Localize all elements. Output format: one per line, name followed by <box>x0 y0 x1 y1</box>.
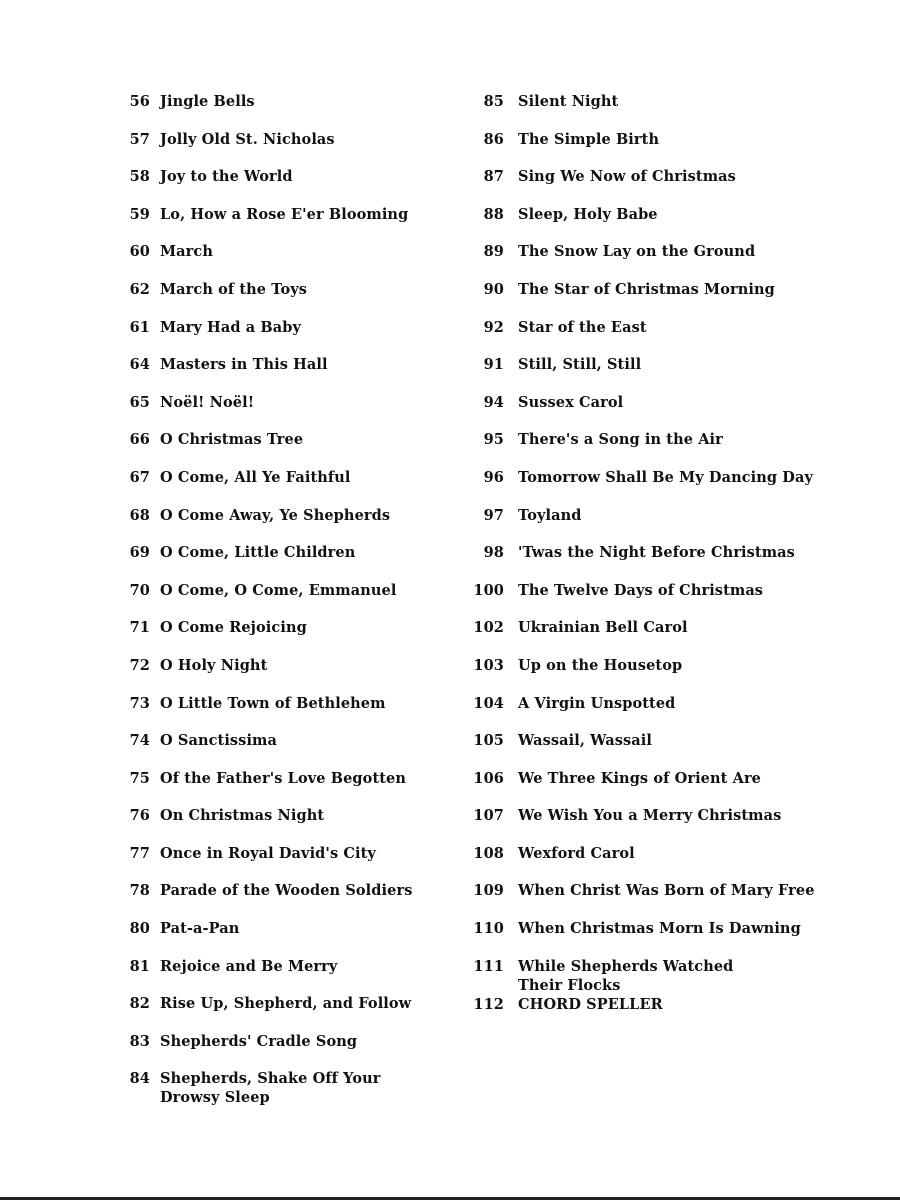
contents-entry <box>116 1069 446 1107</box>
entry-title: Wassail, Wassail <box>518 732 653 750</box>
entry-title: O Christmas Tree <box>160 431 304 449</box>
entry-page-number: 69 <box>129 544 150 562</box>
entry-page-number: 65 <box>129 393 150 411</box>
entry-page-number: 100 <box>473 581 504 599</box>
entry-page-number: 110 <box>473 920 504 938</box>
entry-page-number: 89 <box>483 243 504 261</box>
contents-entry <box>466 581 886 619</box>
entry-title: O Come, All Ye Faithful <box>160 468 351 486</box>
entry-title: Sussex Carol <box>518 393 624 411</box>
entry-title: Star of the East <box>518 318 647 336</box>
entry-title: A Virgin Unspotted <box>518 694 676 712</box>
contents-entry <box>116 994 446 1032</box>
contents-entry <box>466 506 886 544</box>
entry-title: Jolly Old St. Nicholas <box>160 130 335 148</box>
entry-title: Up on the Housetop <box>518 656 683 674</box>
entry-title: The Star of Christmas Morning <box>518 280 775 298</box>
contents-entry <box>116 769 446 807</box>
entry-title: Still, Still, Still <box>518 356 642 374</box>
contents-entry <box>466 618 886 656</box>
entry-page-number: 88 <box>483 205 504 223</box>
contents-entry <box>116 844 446 882</box>
entry-title: Silent Night <box>518 93 619 110</box>
contents-entry <box>466 957 886 995</box>
entry-title: O Little Town of Bethlehem <box>160 694 386 712</box>
entry-page-number: 64 <box>129 356 150 374</box>
entry-title: Sing We Now of Christmas <box>518 168 736 186</box>
entry-page-number: 90 <box>483 280 504 298</box>
contents-entry <box>116 806 446 844</box>
contents-entry <box>466 694 886 732</box>
entry-title: O Sanctissima <box>160 732 277 750</box>
entry-page-number: 58 <box>129 168 150 186</box>
entry-page-number: 96 <box>483 468 504 486</box>
contents-entry <box>116 355 446 393</box>
entry-title: O Holy Night <box>160 656 268 674</box>
contents-entry <box>466 130 886 168</box>
entry-page-number: 107 <box>473 807 504 825</box>
entry-page-number: 59 <box>129 205 150 223</box>
entry-title: We Three Kings of Orient Are <box>518 769 762 787</box>
contents-entry <box>466 205 886 243</box>
entry-title: Pat-a-Pan <box>160 920 240 938</box>
contents-entry <box>116 957 446 995</box>
entry-title: Noël! Noël! <box>160 393 255 411</box>
contents-entry <box>116 731 446 769</box>
entry-page-number: 86 <box>483 130 504 148</box>
contents-entry <box>116 167 446 205</box>
entry-page-number: 80 <box>129 920 150 938</box>
entry-title: Ukrainian Bell Carol <box>518 619 688 637</box>
entry-title: Shepherds' Cradle Song <box>160 1032 358 1050</box>
entry-page-number: 94 <box>483 393 504 411</box>
entry-page-number: 105 <box>473 732 504 750</box>
entry-page-number: 106 <box>473 769 504 787</box>
entry-title: Wexford Carol <box>518 844 635 862</box>
entry-title: On Christmas Night <box>160 807 325 825</box>
contents-entry <box>116 92 446 130</box>
entry-page-number: 62 <box>129 280 150 298</box>
contents-entry <box>466 280 886 318</box>
contents-entry <box>116 468 446 506</box>
contents-entry <box>466 806 886 844</box>
entry-page-number: 68 <box>129 506 150 524</box>
entry-page-number: 111 <box>473 957 504 975</box>
entry-page-number: 67 <box>129 468 150 486</box>
contents-entry <box>116 393 446 431</box>
entry-page-number: 102 <box>473 619 504 637</box>
contents-entry <box>466 881 886 919</box>
contents-entry <box>116 318 446 356</box>
entry-title: O Come Away, Ye Shepherds <box>160 506 391 524</box>
entry-title: 'Twas the Night Before Christmas <box>518 544 795 562</box>
entry-title: Toyland <box>518 506 582 524</box>
entry-title: Once in Royal David's City <box>160 844 376 862</box>
entry-title: Shepherds, Shake Off Your Drowsy Sleep <box>160 1070 381 1107</box>
contents-entry <box>466 731 886 769</box>
contents-entry <box>116 618 446 656</box>
entry-title: O Come, O Come, Emmanuel <box>160 581 397 599</box>
entry-title: March <box>160 243 213 261</box>
entry-page-number: 76 <box>129 807 150 825</box>
contents-entry <box>466 393 886 431</box>
entry-page-number: 57 <box>129 130 150 148</box>
entry-title: Mary Had a Baby <box>160 318 301 336</box>
entry-page-number: 60 <box>129 243 150 261</box>
entry-page-number: 104 <box>473 694 504 712</box>
entry-page-number: 78 <box>129 882 150 900</box>
entry-page-number: 103 <box>473 656 504 674</box>
contents-entry <box>116 130 446 168</box>
contents-entry <box>466 543 886 581</box>
entry-title: There's a Song in the Air <box>518 431 723 449</box>
entry-page-number: 75 <box>129 769 150 787</box>
entry-page-number: 73 <box>129 694 150 712</box>
entry-title: When Christ Was Born of Mary Free <box>518 882 815 900</box>
entry-page-number: 87 <box>483 168 504 186</box>
contents-entry <box>116 506 446 544</box>
contents-entry <box>116 919 446 957</box>
entry-page-number: 77 <box>129 844 150 862</box>
entry-title: O Come, Little Children <box>160 544 356 562</box>
contents-entry <box>116 581 446 619</box>
entry-title: Of the Father's Love Begotten <box>160 769 407 787</box>
contents-entry <box>466 430 886 468</box>
entry-page-number: 95 <box>483 431 504 449</box>
contents-entry <box>466 242 886 280</box>
entry-page-number: 56 <box>129 93 150 110</box>
entry-title: Tomorrow Shall Be My Dancing Day <box>518 468 813 486</box>
entry-title: The Snow Lay on the Ground <box>518 243 756 261</box>
entry-title: Lo, How a Rose E'er Blooming <box>160 205 409 223</box>
entry-page-number: 74 <box>129 732 150 750</box>
contents-entry <box>466 656 886 694</box>
entry-title: Parade of the Wooden Soldiers <box>160 882 413 900</box>
entry-title: CHORD SPELLER <box>518 995 663 1013</box>
entry-page-number: 82 <box>129 995 150 1013</box>
contents-entry <box>116 543 446 581</box>
entry-title: Rise Up, Shepherd, and Follow <box>160 995 412 1013</box>
contents-entry <box>116 656 446 694</box>
entry-title: O Come Rejoicing <box>160 619 307 637</box>
contents-column-left <box>116 92 446 1107</box>
entry-title: Sleep, Holy Babe <box>518 205 658 223</box>
entry-title: Jingle Bells <box>160 93 255 110</box>
entry-page-number: 66 <box>129 431 150 449</box>
entry-page-number: 109 <box>473 882 504 900</box>
entry-page-number: 72 <box>129 656 150 674</box>
entry-page-number: 61 <box>129 318 150 336</box>
entry-page-number: 108 <box>473 844 504 862</box>
entry-title: When Christmas Morn Is Dawning <box>518 920 801 938</box>
contents-entry <box>466 468 886 506</box>
entry-page-number: 92 <box>483 318 504 336</box>
contents-entry <box>116 694 446 732</box>
entry-page-number: 98 <box>483 544 504 562</box>
entry-title: Masters in This Hall <box>160 356 328 374</box>
contents-entry <box>466 318 886 356</box>
entry-page-number: 85 <box>483 93 504 110</box>
entry-title: Rejoice and Be Merry <box>160 957 338 975</box>
contents-column-right <box>466 92 886 1032</box>
entry-title: Joy to the World <box>160 168 293 186</box>
entry-page-number: 91 <box>483 356 504 374</box>
contents-entry <box>116 205 446 243</box>
entry-page-number: 70 <box>129 581 150 599</box>
entry-title: We Wish You a Merry Christmas <box>518 807 782 825</box>
contents-entry <box>466 167 886 205</box>
contents-entry <box>466 844 886 882</box>
contents-entry <box>116 430 446 468</box>
contents-entry <box>466 355 886 393</box>
contents-entry <box>466 919 886 957</box>
entry-title: While Shepherds Watched Their Flocks <box>518 957 734 994</box>
entry-page-number: 112 <box>473 995 504 1013</box>
entry-title: The Twelve Days of Christmas <box>518 581 764 599</box>
entry-page-number: 81 <box>129 957 150 975</box>
contents-entry <box>466 769 886 807</box>
contents-entry <box>466 92 886 130</box>
entry-page-number: 97 <box>483 506 504 524</box>
entry-page-number: 71 <box>129 619 150 637</box>
entry-page-number: 84 <box>129 1070 150 1088</box>
contents-entry <box>116 242 446 280</box>
entry-page-number: 83 <box>129 1032 150 1050</box>
contents-entry <box>116 1032 446 1070</box>
contents-entry <box>116 881 446 919</box>
entry-title: The Simple Birth <box>518 130 660 148</box>
entry-title: March of the Toys <box>160 280 308 298</box>
contents-entry <box>466 995 886 1033</box>
contents-entry <box>116 280 446 318</box>
